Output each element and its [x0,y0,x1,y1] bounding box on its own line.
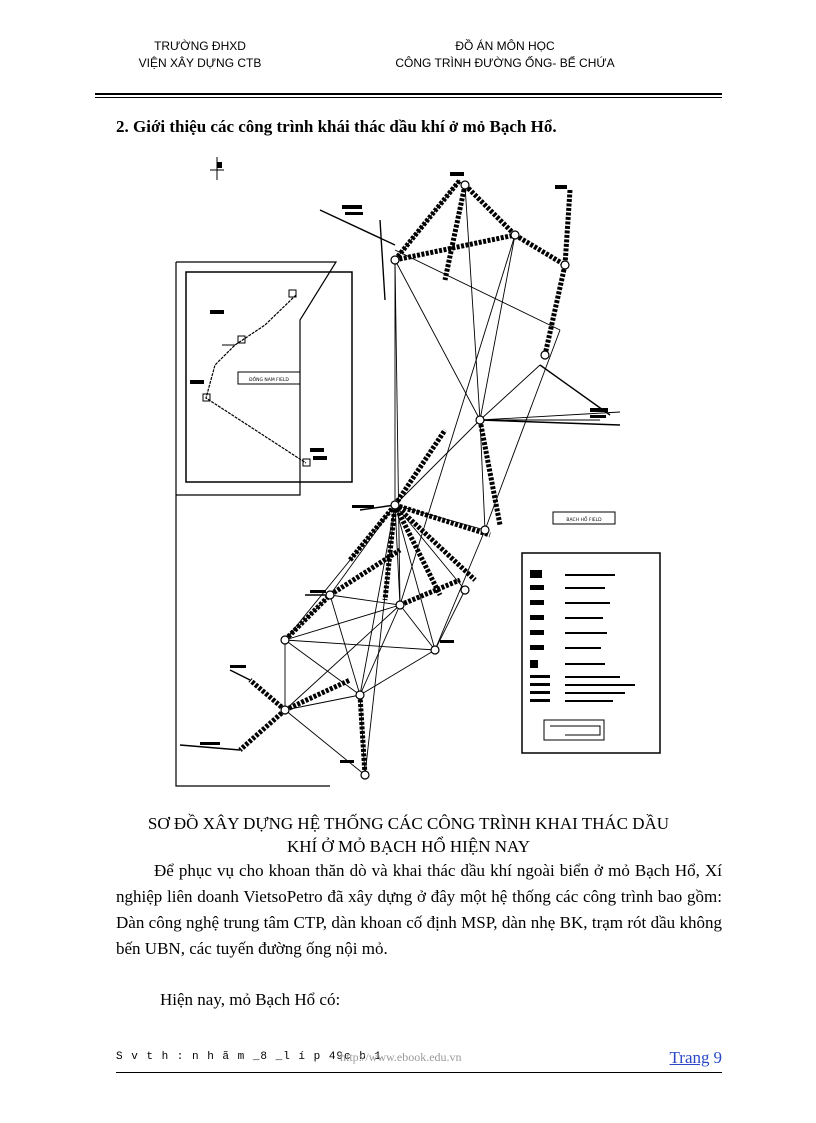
map-outer-border [176,262,336,786]
inset-map-label: ĐỒNG NAM FIELD [249,378,289,383]
header-rule [95,93,722,95]
footer-page [670,1048,723,1068]
footer-student: S v t h : n h ã m _8 _l í p 49c b 1 [116,1051,383,1063]
main-field-label: BẠCH HỔ FIELD [566,518,602,523]
paragraph-text: Để phục vụ cho khoan thăn dò và khai thác dầu khí ngoài biển ở mỏ Bạch Hổ, Xí nghiệp liên doanh VietsoPetro đã xây dựng ở đây một hệ thống các công trình bao gồm: Dàn công nghệ trung tâm CTP, dàn khoan cố định MSP, dàn nhẹ BK, trạm rót dầu không bến UBN, các tuyến đường ống nội mỏ. [116,861,722,958]
inset-map [186,272,352,482]
caption-line1: SƠ ĐỒ XÂY DỰNG HỆ THỐNG CÁC CÔNG TRÌNH KHAI THÁC DẦU [147,814,670,833]
page-label-link[interactable]: Trang [669,1048,710,1067]
header-rule-thin [95,97,722,98]
header-left-line2: VIỆN XÂY DỰNG CTB [138,56,262,70]
page-footer [116,1048,722,1073]
header-right-line1: ĐỒ ÁN MÔN HỌC [455,39,555,53]
figure-caption [95,812,722,858]
header-left-line1: TRƯỜNG ĐHXD [154,39,246,53]
section-heading: 2. Giới thiệu các công trình khái thác dầu khí ở mỏ Bạch Hổ. [116,117,557,136]
body-paragraph [116,858,722,962]
header-school [100,38,300,72]
map-legend [522,553,660,753]
header-course [370,38,640,72]
body-paragraph-2: Hiện nay, mỏ Bạch Hổ có: [160,990,341,1009]
footer-url-link[interactable]: http://www.ebook.edu.vn [340,1050,462,1064]
page-number: 9 [713,1048,722,1067]
caption-line2: KHÍ Ở MỎ BẠCH HỔ HIỆN NAY [286,837,531,856]
north-arrow-icon [210,157,224,180]
oilfield-pipeline-map [170,150,670,800]
bach-ho-network [180,172,620,779]
header-right-line2: CÔNG TRÌNH ĐƯỜNG ỐNG- BỂ CHỨA [395,56,615,70]
